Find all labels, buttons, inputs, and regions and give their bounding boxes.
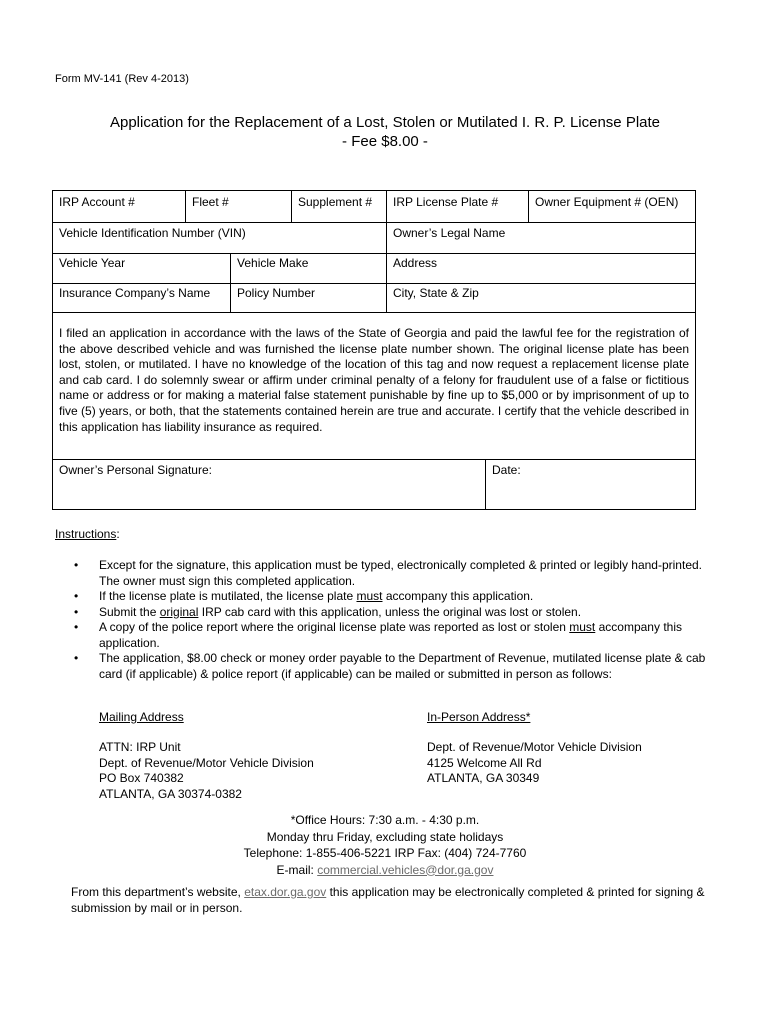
vehicle-year-field[interactable]: Vehicle Year bbox=[59, 256, 126, 270]
instructions-list bbox=[72, 558, 712, 682]
irp-account-field[interactable]: IRP Account # bbox=[59, 195, 135, 209]
mailing-heading: Mailing Address bbox=[99, 710, 184, 724]
vehicle-make-field[interactable]: Vehicle Make bbox=[237, 256, 309, 270]
city-state-zip-field[interactable]: City, State & Zip bbox=[393, 286, 479, 300]
website-link[interactable]: etax.dor.ga.gov bbox=[244, 885, 327, 899]
list-item: • If the license plate is mutilated, the license plate must accompany this application. bbox=[74, 589, 534, 603]
list-item: • A copy of the police report where the original license plate was reported as lost or stolen must accompany this application. bbox=[74, 620, 682, 650]
website-note: From this department’s website, etax.dor.ga.gov this application may be electronically completed & printed for signing & submission by mail or in person. bbox=[71, 885, 705, 915]
office-info: *Office Hours: 7:30 a.m. - 4:30 p.m. Monday thru Friday, excluding state holidays Telephone: 1-855-406-5221 IRP Fax: (404) 724-7760 E-mail: commercial.vehicles@dor.ga.gov bbox=[243, 813, 527, 877]
title-line-1: Application for the Replacement of a Lost, Stolen or Mutilated I. R. P. License Plate bbox=[109, 114, 661, 131]
email-link[interactable]: commercial.vehicles@dor.ga.gov bbox=[317, 862, 494, 877]
list-item: • Except for the signature, this application must be typed, electronically completed & printed or legibly hand-printed. The owner must sign this completed application. bbox=[74, 558, 702, 588]
owner-equipment-field[interactable]: Owner Equipment # (OEN) bbox=[535, 195, 679, 209]
date-field[interactable]: Date: bbox=[492, 463, 521, 477]
policy-number-field[interactable]: Policy Number bbox=[237, 286, 316, 300]
application-form-grid bbox=[52, 190, 696, 510]
address-field[interactable]: Address bbox=[393, 256, 438, 270]
form-title bbox=[0, 113, 770, 151]
irp-license-plate-field[interactable]: IRP License Plate # bbox=[393, 195, 499, 209]
insurance-company-field[interactable]: Insurance Company’s Name bbox=[59, 286, 211, 300]
vin-field[interactable]: Vehicle Identification Number (VIN) bbox=[59, 226, 246, 240]
instructions-heading: Instructions: bbox=[55, 527, 120, 541]
supplement-field[interactable]: Supplement # bbox=[298, 195, 373, 209]
list-item: • Submit the original IRP cab card with this application, unless the original was lost or stolen. bbox=[74, 604, 582, 619]
in-person-address: In-Person Address* Dept. of Revenue/Motor Vehicle Division 4125 Welcome All Rd ATLANTA, GA 30349 bbox=[427, 710, 642, 786]
title-line-fee: - Fee $8.00 - bbox=[342, 133, 428, 150]
owner-signature-field[interactable]: Owner’s Personal Signature: bbox=[59, 463, 212, 477]
affirmation-statement: I filed an application in accordance with the laws of the State of Georgia and paid the lawful fee for the registration of the above described vehicle and was furnished the license plate number shown. The original license plate has been lost, stolen, or mutilated. I have no knowledge of the location of this tag and now request a replacement license plate and cab card. I do solemnly swear or affirm under criminal penalty of a felony for fraudulent use of a false or fictitious name or address or for making a material false statement punishable by fine up to $5,000 or by imprisonment of up to five (5) years, or both, that the statements contained herein are true and accurate. I certify that the vehicle described in this application has liability insurance as required. bbox=[59, 326, 689, 434]
mailing-address: Mailing Address ATTN: IRP Unit Dept. of Revenue/Motor Vehicle Division PO Box 740382 ATLANTA, GA 30374-0382 bbox=[99, 710, 314, 801]
form-number: Form MV-141 (Rev 4-2013) bbox=[55, 73, 189, 85]
in-person-heading: In-Person Address* bbox=[427, 710, 531, 724]
list-item: • The application, $8.00 check or money order payable to the Department of Revenue, mutilated license plate & cab card (if applicable) & police report (if applicable) can be mailed or submitted in person as follows: bbox=[74, 651, 706, 681]
owner-legal-name-field[interactable]: Owner’s Legal Name bbox=[393, 226, 506, 240]
fleet-field[interactable]: Fleet # bbox=[192, 195, 229, 209]
